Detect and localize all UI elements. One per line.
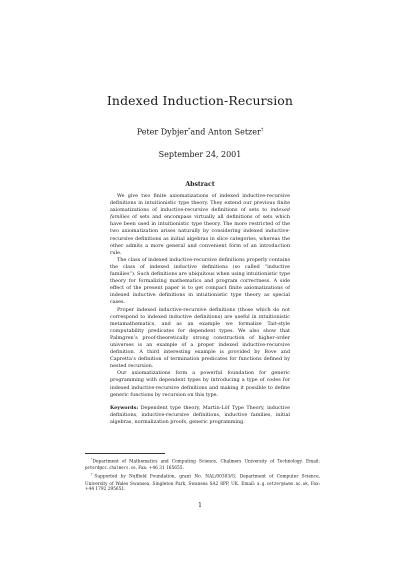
abstract-paragraph-4: Our axiomatizations form a powerful foundation for generic programming with dependent types by introducing a type of codes for indexed inductive-recursive definitions and making it possible to define generic functions by recursion on this type. bbox=[110, 370, 290, 398]
author-1: Peter Dybjer bbox=[136, 127, 188, 137]
author-connector: and bbox=[190, 127, 208, 137]
abstract-paragraph-3: Proper indexed inductive-recursive definitions (those which do not correspond to indexed inductive definitions) are useful in intuitionistic metamathematics, and as an example we formalize Tait-style computability predicates for dependent types. We also show that Palmgren’s proof-theoretically strong construction of higher-order universes is an example of a proper indexed inductive-recursive definition. A third interesting example is provided by Bove and Capretta’s definition of termination predicates for functions defined by nested recursion. bbox=[110, 306, 290, 370]
footnote-1: *Department of Mathematics and Computing Science, Chalmers University of Technology. Email: peterd@cs.chalmers.se, Fax: +46 31 165655. bbox=[85, 457, 320, 472]
footnotes bbox=[85, 453, 320, 493]
abstract-italic-term: indexed families bbox=[110, 207, 290, 221]
paper-title: Indexed Induction-Recursion bbox=[106, 93, 294, 108]
author-1-footnote-mark: * bbox=[187, 127, 191, 133]
abstract-paragraph-2: The class of indexed inductive-recursive definitions properly contains the class of indexed inductive definitions (so called “inductive families”). Such definitions are ubiquitous when using intuitionistic type theory for formalizing mathematics and program correctness. A side effect of the present paper is to get compact finite axiomatizations of indexed inductive definitions in intuitionistic type theory as special cases. bbox=[110, 256, 290, 306]
keywords-label: Keywords: bbox=[110, 404, 139, 411]
keywords bbox=[110, 405, 290, 426]
author-line bbox=[0, 127, 400, 137]
footnote-1-email: peterd@cs.chalmers.se bbox=[85, 465, 136, 471]
paper-date: September 24, 2001 bbox=[158, 150, 242, 159]
footnote-rule bbox=[85, 453, 165, 454]
keywords-text: Dependent type theory, Martin-Löf Type Theory, inductive definitions, inductive-recursive definitions, inductive families, initial algebras, normalization proofs, generic programming. bbox=[110, 404, 290, 425]
abstract-body bbox=[110, 193, 290, 426]
page-number: 1 bbox=[198, 502, 202, 509]
author-2: Anton Setzer bbox=[207, 127, 261, 137]
abstract-paragraph-1: We give two finite axiomatizations of indexed inductive-recursive definitions in intuitionistic type theory. They extend our previous finite axiomatizations of inductive-recursive definitions of sets to indexed families of sets and encompass virtually all definitions of sets which have been used in intuitionistic type theory. The more restricted of the two axiomatization arises naturally by considering indexed inductive-recursive definitions as initial algebras in slice categories, whereas the other admits a more general and convenient form of an introduction rule. bbox=[110, 193, 290, 256]
footnote-2: †Supported by Nuffield Foundation, grant No. NAL/00303/G; Department of Computer Science, University of Wales Swansea, Singleton Park, Swansea SA2 8PP, UK. Email: a.g.setzer@swan.ac.uk, Fax: +44 1792 295651. bbox=[85, 472, 321, 493]
abstract-heading: Abstract bbox=[185, 181, 215, 188]
author-2-footnote-mark: † bbox=[260, 127, 264, 133]
footnote-2-email: a.g.setzer@swan.ac.uk bbox=[257, 480, 308, 486]
